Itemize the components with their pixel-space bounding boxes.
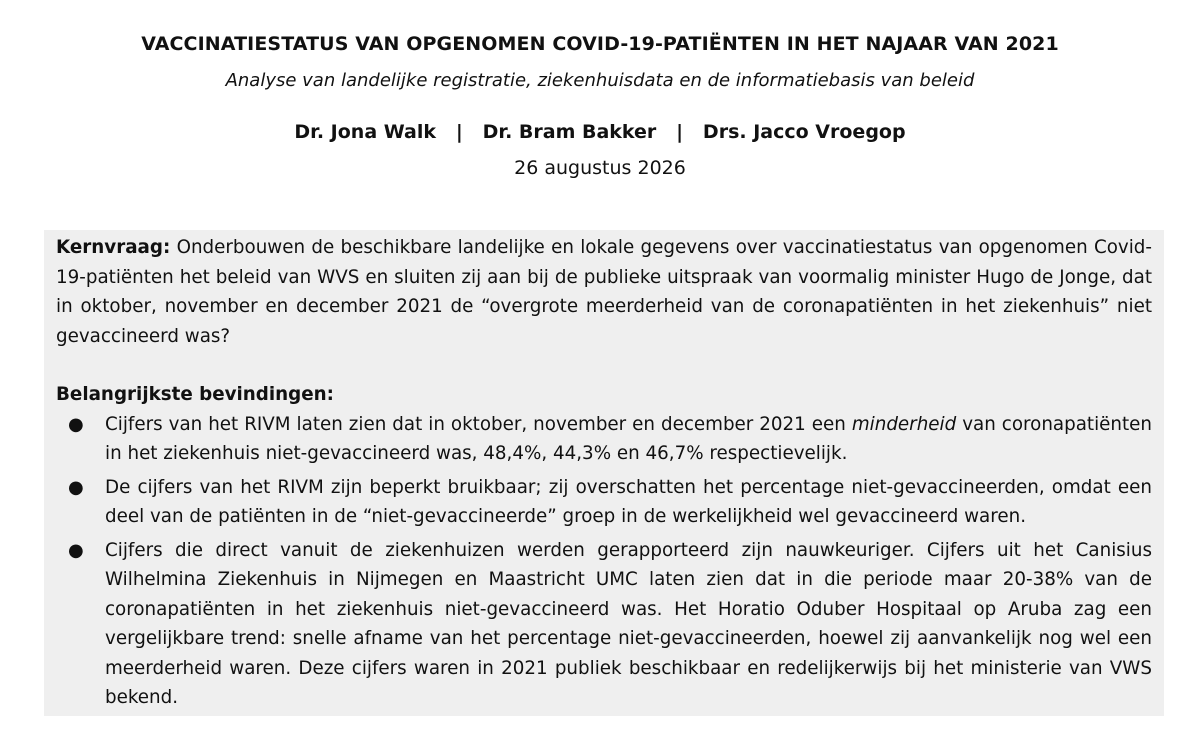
bullet-icon: ● — [68, 413, 84, 435]
findings-heading: Belangrijkste bevindingen: — [56, 384, 334, 405]
finding-item — [56, 410, 1152, 469]
document-subtitle: Analyse van landelijke registratie, ziekenhuisdata en de informatiebasis van beleid — [225, 70, 975, 91]
finding-item — [56, 536, 1152, 713]
bullet-icon: ● — [68, 476, 84, 498]
key-question-text: Onderbouwen de beschikbare landelijke en lokale gegevens over vaccinatiestatus van opgenomen Covid-19-patiënten het beleid van WVS en sluiten zij aan bij de publieke uitspraak van voormalig minister Hugo de Jonge, dat in oktober, november en december 2021 de “overgrote meerderheid van de coronapatiënten in het ziekenhuis” niet gevaccineerd was? — [56, 237, 1152, 347]
finding-text: De cijfers van het RIVM zijn beperkt bruikbaar; zij overschatten het percentage niet-gevaccineerden, omdat een deel van de patiënten in de “niet-gevaccineerde” groep in de werkelijkheid wel gevaccineerd waren. — [105, 476, 1152, 527]
findings-list — [56, 410, 1152, 713]
bullet-icon: ● — [68, 539, 84, 561]
author-list: Dr. Jona Walk | Dr. Bram Bakker | Drs. Jacco Vroegop — [294, 121, 906, 143]
finding-emphasis: minderheid — [851, 413, 957, 435]
document-title: VACCINATIESTATUS VAN OPGENOMEN COVID-19-PATIËNTEN IN HET NAJAAR VAN 2021 — [141, 33, 1059, 55]
summary-box — [44, 230, 1164, 716]
key-question-label: Kernvraag: — [56, 237, 171, 258]
finding-text: Cijfers die direct vanuit de ziekenhuizen werden gerapporteerd zijn nauwkeuriger. Cijfers uit het Canisius Wilhelmina Ziekenhuis in Nijmegen en Maastricht UMC laten zien dat in die periode maar 20-38% van de coronapatiënten in het ziekenhuis niet-gevaccineerd was. Het Horatio Oduber Hospitaal op Aruba zag een vergelijkbare trend: snelle afname van het percentage niet-gevaccineerden, hoewel zij aanvankelijk nog wel een meerderheid waren. Deze cijfers waren in 2021 publiek beschikbaar en redelijkerwijs bij het ministerie van VWS bekend. — [105, 539, 1152, 708]
finding-item — [56, 473, 1152, 532]
finding-text: Cijfers van het RIVM laten zien dat in oktober, november en december 2021 een — [105, 413, 852, 435]
publication-date: 26 augustus 2026 — [514, 157, 686, 179]
key-question — [56, 233, 1152, 351]
finding-text: van coronapatiënten in het ziekenhuis niet-gevaccineerd was, 48,4%, 44,3% en 46,7% respectievelijk. — [105, 413, 1152, 464]
